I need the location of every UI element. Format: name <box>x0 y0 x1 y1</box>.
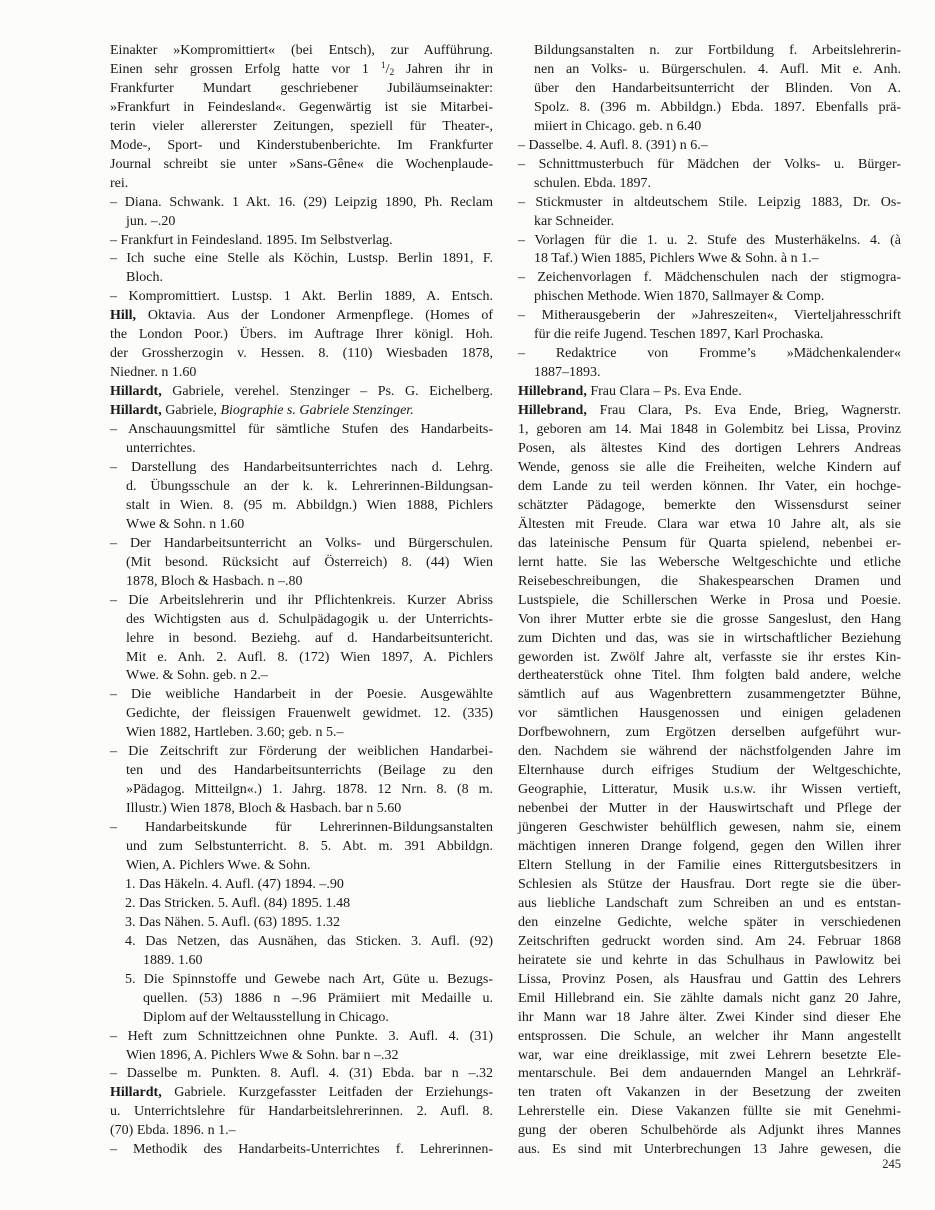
text-line: dertheaterstück ohne Titel. Ihm folgten bald andere, welche <box>518 668 901 684</box>
text-line: Journal schreibt sie unter »Sans-Gêne« die Wochenplaude- <box>110 156 493 172</box>
text-line: d. Übungsschule an der k. k. Lehrerinnen-Bildungsan- <box>126 478 493 494</box>
text-line: aus liebliche Landschaft zum Schreiben an und es entstan- <box>518 895 901 911</box>
lexicon-entry <box>110 402 493 421</box>
lexicon-entry <box>110 1084 493 1141</box>
text-line: – Die Zeitschrift zur Förderung der weiblichen Handarbei- <box>110 744 493 760</box>
text-line: – Die Arbeitslehrerin und ihr Pflichtenkreis. Kurzer Abriss <box>110 592 493 608</box>
bibliography-item <box>518 307 901 345</box>
text-line: Von ihrer Mutter erbte sie die grosse Sangeslust, den Hang <box>518 611 901 627</box>
text-line: nen an Volks- u. Bürgerschulen. 4. Aufl. Mit e. Anh. <box>534 61 901 77</box>
bibliography-item <box>110 535 493 592</box>
text-line: – Schnittmusterbuch für Mädchen der Volks- u. Bürger- <box>518 156 901 172</box>
text-segment: Jahren ihr in <box>394 61 493 77</box>
text-line: 1889. 1.60 <box>143 952 203 968</box>
bibliography-item <box>110 421 493 459</box>
numbered-item <box>110 914 493 933</box>
text-line: stalt in Wien. 8. (95 m. Abbildgn.) Wien 1888, Pichlers <box>126 497 493 513</box>
text-line: das lateinische Pensum für Quarta spielend, nebenbei er- <box>518 535 901 551</box>
text-line: Diplom auf der Weltausstellung in Chicago. <box>143 1009 389 1025</box>
text-line: terin vieler allererster Zeitungen, speziell für Theater-, <box>110 118 493 134</box>
lexicon-entry <box>518 383 901 402</box>
bibliography-item <box>110 194 493 232</box>
text-line: Wwe. & Sohn. geb. n 2.– <box>126 668 268 684</box>
bibliography-item <box>518 232 901 270</box>
text-line: 1878, Bloch & Hasbach. n –.80 <box>126 573 303 589</box>
text-line: heiratete sie und kehrte in das Schulhaus in Pawlowitz bei <box>518 952 901 968</box>
text-line: Bloch. <box>126 270 163 286</box>
text-line: Wwe & Sohn. n 1.60 <box>126 516 245 532</box>
text-line: Reisebeschreibungen, die Shakespearschen Dramen und <box>518 573 901 589</box>
text-line <box>110 307 493 326</box>
text-line: 1887–1893. <box>534 365 601 381</box>
text-line: den einzelne Gedichte, welche später in verschiedenen <box>518 914 901 930</box>
text-line: für die reife Jugend. Teschen 1897, Karl Prochaska. <box>534 327 824 343</box>
text-segment: Frau Clara, Ps. Eva Ende, Brieg, Wagnerstr. <box>586 403 901 419</box>
text-line: – Zeichenvorlagen f. Mädchenschulen nach der stigmogra- <box>518 270 901 286</box>
bibliography-item <box>518 269 901 307</box>
text-line: Niedner. n 1.60 <box>110 365 197 381</box>
text-line: Gedichte, der fleissigen Frauenwelt gewidmet. 12. (335) <box>126 706 493 722</box>
entry-headword: Hillardt, <box>110 384 162 400</box>
text-line: – Heft zum Schnittzeichnen ohne Punkte. 3. Aufl. 4. (31) <box>110 1028 493 1044</box>
text-line: – Redaktrice von Fromme’s »Mädchenkalender« <box>518 346 901 362</box>
text-line: 1, geboren am 14. Mai 1848 in Golembitz bei Lissa, Provinz <box>518 422 901 438</box>
bibliography-item <box>518 137 901 156</box>
text-line: »Pädagog. Mitteilgn«.) 1. Jahrg. 1878. 12 Nrn. 8. (8 m. <box>126 782 493 798</box>
text-segment: / <box>385 61 390 77</box>
text-line: (Mit besond. Rücksicht auf Österreich) 8. (44) Wien <box>126 554 493 570</box>
bibliography-item <box>110 459 493 535</box>
text-line: (70) Ebda. 1896. n 1.– <box>110 1123 236 1139</box>
text-line: Einakter »Kompromittiert« (bei Entsch), zur Aufführung. <box>110 43 493 58</box>
bibliography-item <box>110 1028 493 1066</box>
text-line: Lehrerstelle ein. Diese Vakanzen füllte sie mit Genehmi- <box>518 1104 901 1120</box>
text-line: dem Lande zu teil werden können. Ihr Vater, ein hochge- <box>518 478 901 494</box>
text-line: zum Dichten und das, was sie in wirtschaftlicher Beziehung <box>518 630 901 646</box>
text-line: 3. Das Nähen. 5. Aufl. (63) 1895. 1.32 <box>125 914 341 930</box>
text-line: mächtigen inneren Drange folgend, gegen den Willen ihrer <box>518 839 901 855</box>
lexicon-entry <box>110 383 493 402</box>
text-line: – Diana. Schwank. 1 Akt. 16. (29) Leipzig 1890, Ph. Reclam <box>110 194 493 210</box>
text-line: Mit e. Anh. 2. Aufl. 8. (172) Wien 1897, A. Pichlers <box>126 649 493 665</box>
text-line: des Wichtigsten aus d. Schulpädagogik u. der Unterrichts- <box>126 611 493 627</box>
text-line: den. Nachdem sie während der nächstfolgenden Jahre im <box>518 744 901 760</box>
text-line: »Frankfurt in Feindesland«. Gegenwärtig ist sie Mitarbei- <box>110 99 493 115</box>
superscript: 1 <box>380 60 386 71</box>
text-line: Frankfurter Mundart geschriebener Jubiläumseinakter: <box>110 80 493 96</box>
text-line: – Dasselbe m. Punkten. 8. Aufl. 4. (31) Ebda. bar n –.32 <box>110 1066 493 1082</box>
text-line <box>110 383 493 402</box>
text-line: – Ich suche eine Stelle als Köchin, Lustsp. Berlin 1891, F. <box>110 251 493 267</box>
text-line <box>110 1084 493 1103</box>
bibliography-item <box>518 194 901 232</box>
text-line: – Dasselbe. 4. Aufl. 8. (391) n 6.– <box>518 137 708 153</box>
text-line: Geographie, Litteratur, Musik u.s.w. ihr Wissen vertieft, <box>518 782 901 798</box>
text-line: der Grossherzogin v. Hessen. 8. (110) Wiesbaden 1878, <box>110 346 493 362</box>
text-line <box>518 383 901 402</box>
text-line: 2. Das Stricken. 5. Aufl. (84) 1895. 1.48 <box>125 895 351 911</box>
text-line: – Vorlagen für die 1. u. 2. Stufe des Musterhäkelns. 4. (à <box>518 232 901 248</box>
numbered-item <box>110 876 493 895</box>
text-line: rei. <box>110 175 129 191</box>
numbered-item <box>110 971 493 1028</box>
text-line: Wien 1882, Hartleben. 3.60; geb. n 5.– <box>126 725 344 741</box>
text-line: unterrichtes. <box>126 441 196 457</box>
text-line: – Stickmuster in altdeutschem Stile. Leipzig 1883, Dr. Os- <box>518 194 901 210</box>
text-line: Mode-, Sport- und Kinderstubenberichte. Im Frankfurter <box>110 137 493 153</box>
text-line: – Frankfurt in Feindesland. 1895. Im Selbstverlag. <box>110 232 393 248</box>
text-line: Ältesten mit Freude. Clara war etwa 10 Jahre alt, als sie <box>518 516 901 532</box>
text-line: aus. Es sind mit Unterbrechungen 13 Jahre gewesen, die <box>518 1142 901 1158</box>
text-line: Wende, genoss sie alle die Freiheiten, welche Kindern auf <box>518 459 901 475</box>
page-number: 245 <box>882 1157 901 1171</box>
lexicon-entry <box>110 307 493 383</box>
text-segment: Gabriele, verehel. Stenzinger – Ps. G. Eichelberg. <box>161 384 493 400</box>
text-line: lernt hatte. Sie las Webersche Weltgeschichte und etliche <box>518 554 901 570</box>
text-segment: Gabriele, <box>161 403 221 419</box>
text-line: Emil Hillebrand ein. Sie zählte damals nicht ganz 20 Jahre, <box>518 990 901 1006</box>
text-line: sämtlich auf aus Wagenbrettern zusammengetzter Bühne, <box>518 687 901 703</box>
text-line: quellen. (53) 1886 n –.96 Prämiiert mit Medaille u. <box>143 990 493 1006</box>
entry-headword: Hillebrand, <box>518 403 587 419</box>
italic-reference: Biographie s. Gabriele Stenzinger. <box>220 403 414 419</box>
text-segment: Oktavia. Aus der Londoner Armenpflege. (Homes of <box>136 308 493 324</box>
text-line: ten traten oft Vakanzen in der Besetzung der zweiten <box>518 1085 901 1101</box>
text-line: über den Handarbeitsunterricht der Blinden. Von A. <box>534 80 901 96</box>
bibliography-item <box>110 232 493 251</box>
text-segment: Frau Clara – Ps. Eva Ende. <box>586 384 742 400</box>
text-line: u. Unterrichtslehre für Handarbeitslehrerinnen. 2. Aufl. 8. <box>110 1104 493 1120</box>
text-line: Schlesien als Stütze der Hausfrau. Dort regte sie die über- <box>518 876 901 892</box>
bibliography-item <box>110 819 493 876</box>
text-line: 18 Taf.) Wien 1885, Pichlers Wwe & Sohn. à n 1.– <box>534 251 819 267</box>
entry-headword: Hillebrand, <box>518 384 587 400</box>
bibliography-item-continued <box>518 42 901 137</box>
text-line: kar Schneider. <box>534 213 615 229</box>
entry-headword: Hillardt, <box>110 403 162 419</box>
text-line: miiert in Chicago. geb. n 6.40 <box>534 118 702 134</box>
text-line: – Methodik des Handarbeits-Unterrichtes f. Lehrerinnen- <box>110 1142 493 1158</box>
text-line: Elternhause durch eifriges Studium der Weltgeschichte, <box>518 763 901 779</box>
text-line: schulen. Ebda. 1897. <box>534 175 652 191</box>
text-paragraph <box>110 42 493 194</box>
text-segment: Einen sehr grossen Erfolg hatte vor 1 <box>110 61 381 77</box>
text-line: lehre in besond. Beziehg. auf d. Handarbeitsuntericht. <box>126 630 493 646</box>
text-line: – Kompromittiert. Lustsp. 1 Akt. Berlin 1889, A. Entsch. <box>110 289 493 305</box>
text-line: mentarschule. Bei dem andauernden Mangel an Lehrkräf- <box>518 1066 901 1082</box>
text-line: Lissa, Provinz Posen, als Hausfrau und Gattin des Lehrers <box>518 971 901 987</box>
text-line: ten und des Handarbeitsunterrichts (Beilage zu den <box>126 763 493 779</box>
bibliography-item <box>518 345 901 383</box>
text-line: – Mitherausgeberin der »Jahreszeiten«, Vierteljahresschrift <box>518 308 901 324</box>
numbered-item <box>110 895 493 914</box>
text-line: 5. Die Spinnstoffe und Gewebe nach Art, Güte u. Bezugs- <box>125 971 493 987</box>
text-line: – Die weibliche Handarbeit in der Poesie. Ausgewählte <box>110 687 493 703</box>
text-line: Dorfbewohnern, zum Ergötzen derselben aufgeführt wur- <box>518 725 901 741</box>
bibliography-item <box>518 156 901 194</box>
text-line: – Der Handarbeitsunterricht an Volks- und Bürgerschulen. <box>110 535 493 551</box>
text-line <box>110 61 493 80</box>
entry-headword: Hill, <box>110 308 137 324</box>
bibliography-item <box>110 1065 493 1084</box>
bibliography-item <box>110 250 493 288</box>
text-line: nebenbei der Mutter in der Hauswirtschaft und Pflege der <box>518 801 901 817</box>
text-line: – Darstellung des Handarbeitsunterrichtes nach d. Lehrg. <box>110 459 493 475</box>
text-line: 4. Das Netzen, das Ausnähen, das Sticken. 3. Aufl. (92) <box>125 933 493 949</box>
text-line: the London Poor.) Übers. im Auftrage Ihrer königl. Hoh. <box>110 327 493 343</box>
text-line: entsprossen. Die Schule, an welcher ihr Mann angestellt <box>518 1028 901 1044</box>
text-line: Wien, A. Pichlers Wwe. & Sohn. <box>126 857 311 873</box>
text-line <box>518 402 901 421</box>
bibliography-item <box>110 592 493 687</box>
text-line: Wien 1896, A. Pichlers Wwe & Sohn. bar n –.32 <box>126 1047 399 1063</box>
text-line: und zum Selbstunterricht. 8. 5. Abt. m. 391 Abbildgn. <box>126 839 493 855</box>
text-line: war, war eine dreiklassige, mit zwei Lehrern besetzte Ele- <box>518 1047 901 1063</box>
text-line: gung der oberen Schulbehörde als Adjunkt ihres Mannes <box>518 1123 901 1139</box>
left-column <box>110 42 493 1160</box>
bibliography-item <box>110 1141 493 1160</box>
text-line: geworden ist. Zwölf Jahre alt, verfasste sie ihr erstes Kin- <box>518 649 901 665</box>
lexicon-entry <box>518 402 901 1160</box>
right-column <box>518 42 901 1160</box>
subscript: 2 <box>389 67 395 78</box>
text-line: ihr Mann war 18 Jahre älter. Zwei Kinder sind dieser Ehe <box>518 1009 901 1025</box>
bibliography-item <box>110 686 493 743</box>
text-line: jüngeren Geschwister behülflich gewesen, nahm sie, einem <box>518 820 901 836</box>
text-line: – Anschauungsmittel für sämtliche Stufen des Handarbeits- <box>110 422 493 438</box>
text-line: schätzter Pädagoge, bemerkte den Wissensdurst seiner <box>518 497 901 513</box>
text-line: Illustr.) Wien 1878, Bloch & Hasbach. bar n 5.60 <box>126 801 402 817</box>
text-line: – Handarbeitskunde für Lehrerinnen-Bildungsanstalten <box>110 820 493 836</box>
text-line <box>110 402 493 421</box>
text-line: Eltern Stellung in der Familie eines Rittergutsbesitzers in <box>518 857 901 873</box>
text-line: Bildungsanstalten n. zur Fortbildung f. Arbeitslehrerin- <box>534 43 901 58</box>
text-line: jun. –.20 <box>126 213 176 229</box>
text-line: Lustspiele, die Schillerschen Werke in Prosa und Poesie. <box>518 592 901 608</box>
text-line: Spolz. 8. (396 m. Abbildgn.) Ebda. 1897. Ebenfalls prä- <box>534 99 901 115</box>
text-line: Zeitschriften gedruckt worden sind. Am 24. Februar 1868 <box>518 933 901 949</box>
text-line: vor sämtlichen Hausgenossen und einigen geladenen <box>518 706 901 722</box>
text-line: Posen, als ältestes Kind des dortigen Lehrers Andreas <box>518 441 901 457</box>
bibliography-item <box>110 288 493 307</box>
numbered-item <box>110 933 493 971</box>
text-segment: Gabriele. Kurzgefasster Leitfaden der Erziehungs- <box>161 1085 493 1101</box>
text-line: 1. Das Häkeln. 4. Aufl. (47) 1894. –.90 <box>125 876 344 892</box>
entry-headword: Hillardt, <box>110 1085 162 1101</box>
text-line: phischen Methode. Wien 1870, Sallmayer & Comp. <box>534 289 825 305</box>
bibliography-item <box>110 743 493 819</box>
